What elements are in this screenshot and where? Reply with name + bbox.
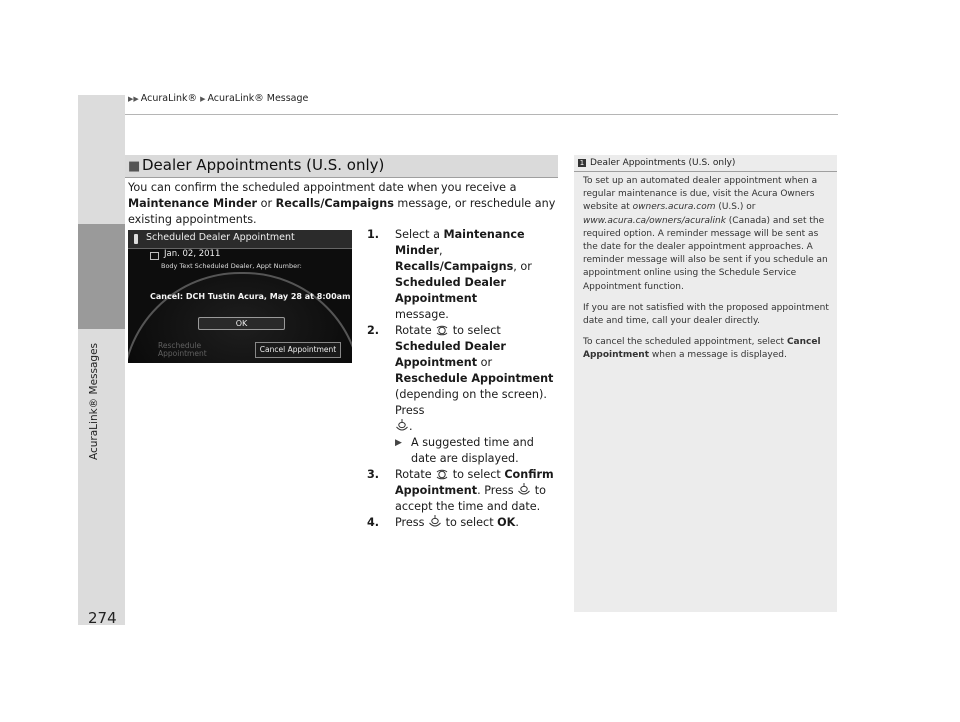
term-scheduled-dealer-appointment: Scheduled Dealer Appointment [395,276,506,305]
step-text: . [515,516,519,529]
screen-date: Jan. 02, 2011 [164,249,221,259]
section-marker-icon: ■ [128,159,141,174]
side-tab-marker [78,224,125,329]
step-2-result [395,435,562,467]
interface-dial-press-icon [395,419,409,433]
note-text-span: (Canada) and set the required option. A reminder message will be sent as the date for the dealer appointment approaches. A reminder message will also be sent if you schedule an appointment online using the Schedule Service Appointment function. [583,215,828,292]
breadcrumb-arrow-icon: ▶▶ [128,95,139,103]
page-number: 274 [88,609,117,627]
term-reschedule-appointment: Reschedule Appointment [395,372,554,385]
step-text: Press [395,516,428,529]
header-rule [122,114,838,115]
intro-maintenance-minder: Maintenance Minder [128,197,258,210]
breadcrumb-item-acuralink-message: AcuraLink® Message [207,93,309,104]
note-text-span: (U.S.) or [715,202,756,213]
screen-reschedule-line1: Reschedule [158,341,202,350]
note-number-icon: 1 [579,159,585,167]
info-icon [134,234,138,244]
screen-cancel-message: Cancel: DCH Tustin Acura, May 28 at 8:00am [150,292,351,301]
intro-recalls-campaigns: Recalls/Campaigns [275,197,394,210]
note-paragraph-1 [583,175,831,294]
note-text-span: To cancel the scheduled appointment, select [583,337,787,348]
note-text-span: when a message is displayed. [649,350,787,361]
side-tab [78,95,125,625]
interface-dial-press-icon [428,515,442,529]
breadcrumb-arrow-icon: ▶ [200,95,206,103]
step-text: Select a [395,228,444,241]
side-tab-label: AcuraLink® Messages [88,342,100,460]
step-text: (depending on the screen). Press [395,388,547,417]
screen-ok-button[interactable]: OK [198,317,285,330]
intro-text: You can confirm the scheduled appointment date when you receive a [128,181,517,194]
screen-title: Scheduled Dealer Appointment [146,232,295,243]
step-number: 3. [367,468,380,481]
calendar-icon [150,252,159,260]
step-text: to accept the time and date. [395,484,546,513]
term-ok: OK [497,516,516,529]
screen-reschedule-line2: Appointment [158,349,207,358]
procedure-steps [367,227,562,531]
screen-body-text: Body Text Scheduled Dealer, Appt Number: [161,262,302,270]
step-1 [367,227,562,323]
step-text: . Press [477,484,518,497]
step-text: , [439,244,443,257]
step-text: to select [445,516,498,529]
step-text: message. [395,308,449,321]
step-text: , or [513,260,532,273]
note-paragraph-2: If you are not satisfied with the proposed appointment date and time, call your dealer directly. [583,302,829,327]
screen-cancel-appointment-button[interactable]: Cancel Appointment [255,342,341,358]
note-paragraph-3 [583,336,831,362]
note-url-us: owners.acura.com [632,202,716,213]
term-confirm-appointment: Confirm Appointment [395,468,554,497]
note-title: Dealer Appointments (U.S. only) [590,158,736,168]
screen-reschedule-button[interactable] [158,342,207,358]
intro-paragraph [128,180,558,228]
interface-dial-press-icon [517,483,531,497]
navigation-screen-image [128,230,352,363]
step-2 [367,323,562,467]
step-text: Rotate [395,324,436,337]
interface-dial-rotate-icon [435,323,449,337]
section-heading [125,155,558,178]
intro-text-end: message, or reschedule any existing appointments. [128,197,556,226]
term-scheduled-dealer-appointment: Scheduled Dealer Appointment [395,340,506,369]
note-text-span: To set up an automated dealer appointment when a regular maintenance is due, visit the Acura Owners website at [583,176,818,213]
step-text: to select [452,468,505,481]
breadcrumb-item-acuralink: AcuraLink® [140,93,198,104]
note-heading [578,158,735,168]
note-text [583,175,831,371]
step-number: 2. [367,324,380,337]
screen-title-bar [128,230,352,249]
result-arrow-icon: ▶ [395,438,402,448]
step-result-text: A suggested time and date are displayed. [411,436,534,465]
interface-dial-rotate-icon [435,467,449,481]
note-term-cancel-appointment: Cancel Appointment [583,337,821,361]
intro-or: or [257,197,276,210]
step-4 [367,515,562,531]
step-text: to select [452,324,501,337]
section-title: Dealer Appointments (U.S. only) [142,156,385,174]
step-text: Rotate [395,468,436,481]
note-url-canada: www.acura.ca/owners/acuralink [583,215,726,226]
step-number: 4. [367,516,380,529]
step-text: . [409,420,413,433]
breadcrumb [128,93,308,104]
term-maintenance-minder: Maintenance Minder [395,228,525,257]
info-note-box [574,155,837,612]
note-rule [574,171,837,172]
step-text: or [477,356,493,369]
step-3 [367,467,562,515]
step-number: 1. [367,228,380,241]
term-recalls-campaigns: Recalls/Campaigns [395,260,514,273]
